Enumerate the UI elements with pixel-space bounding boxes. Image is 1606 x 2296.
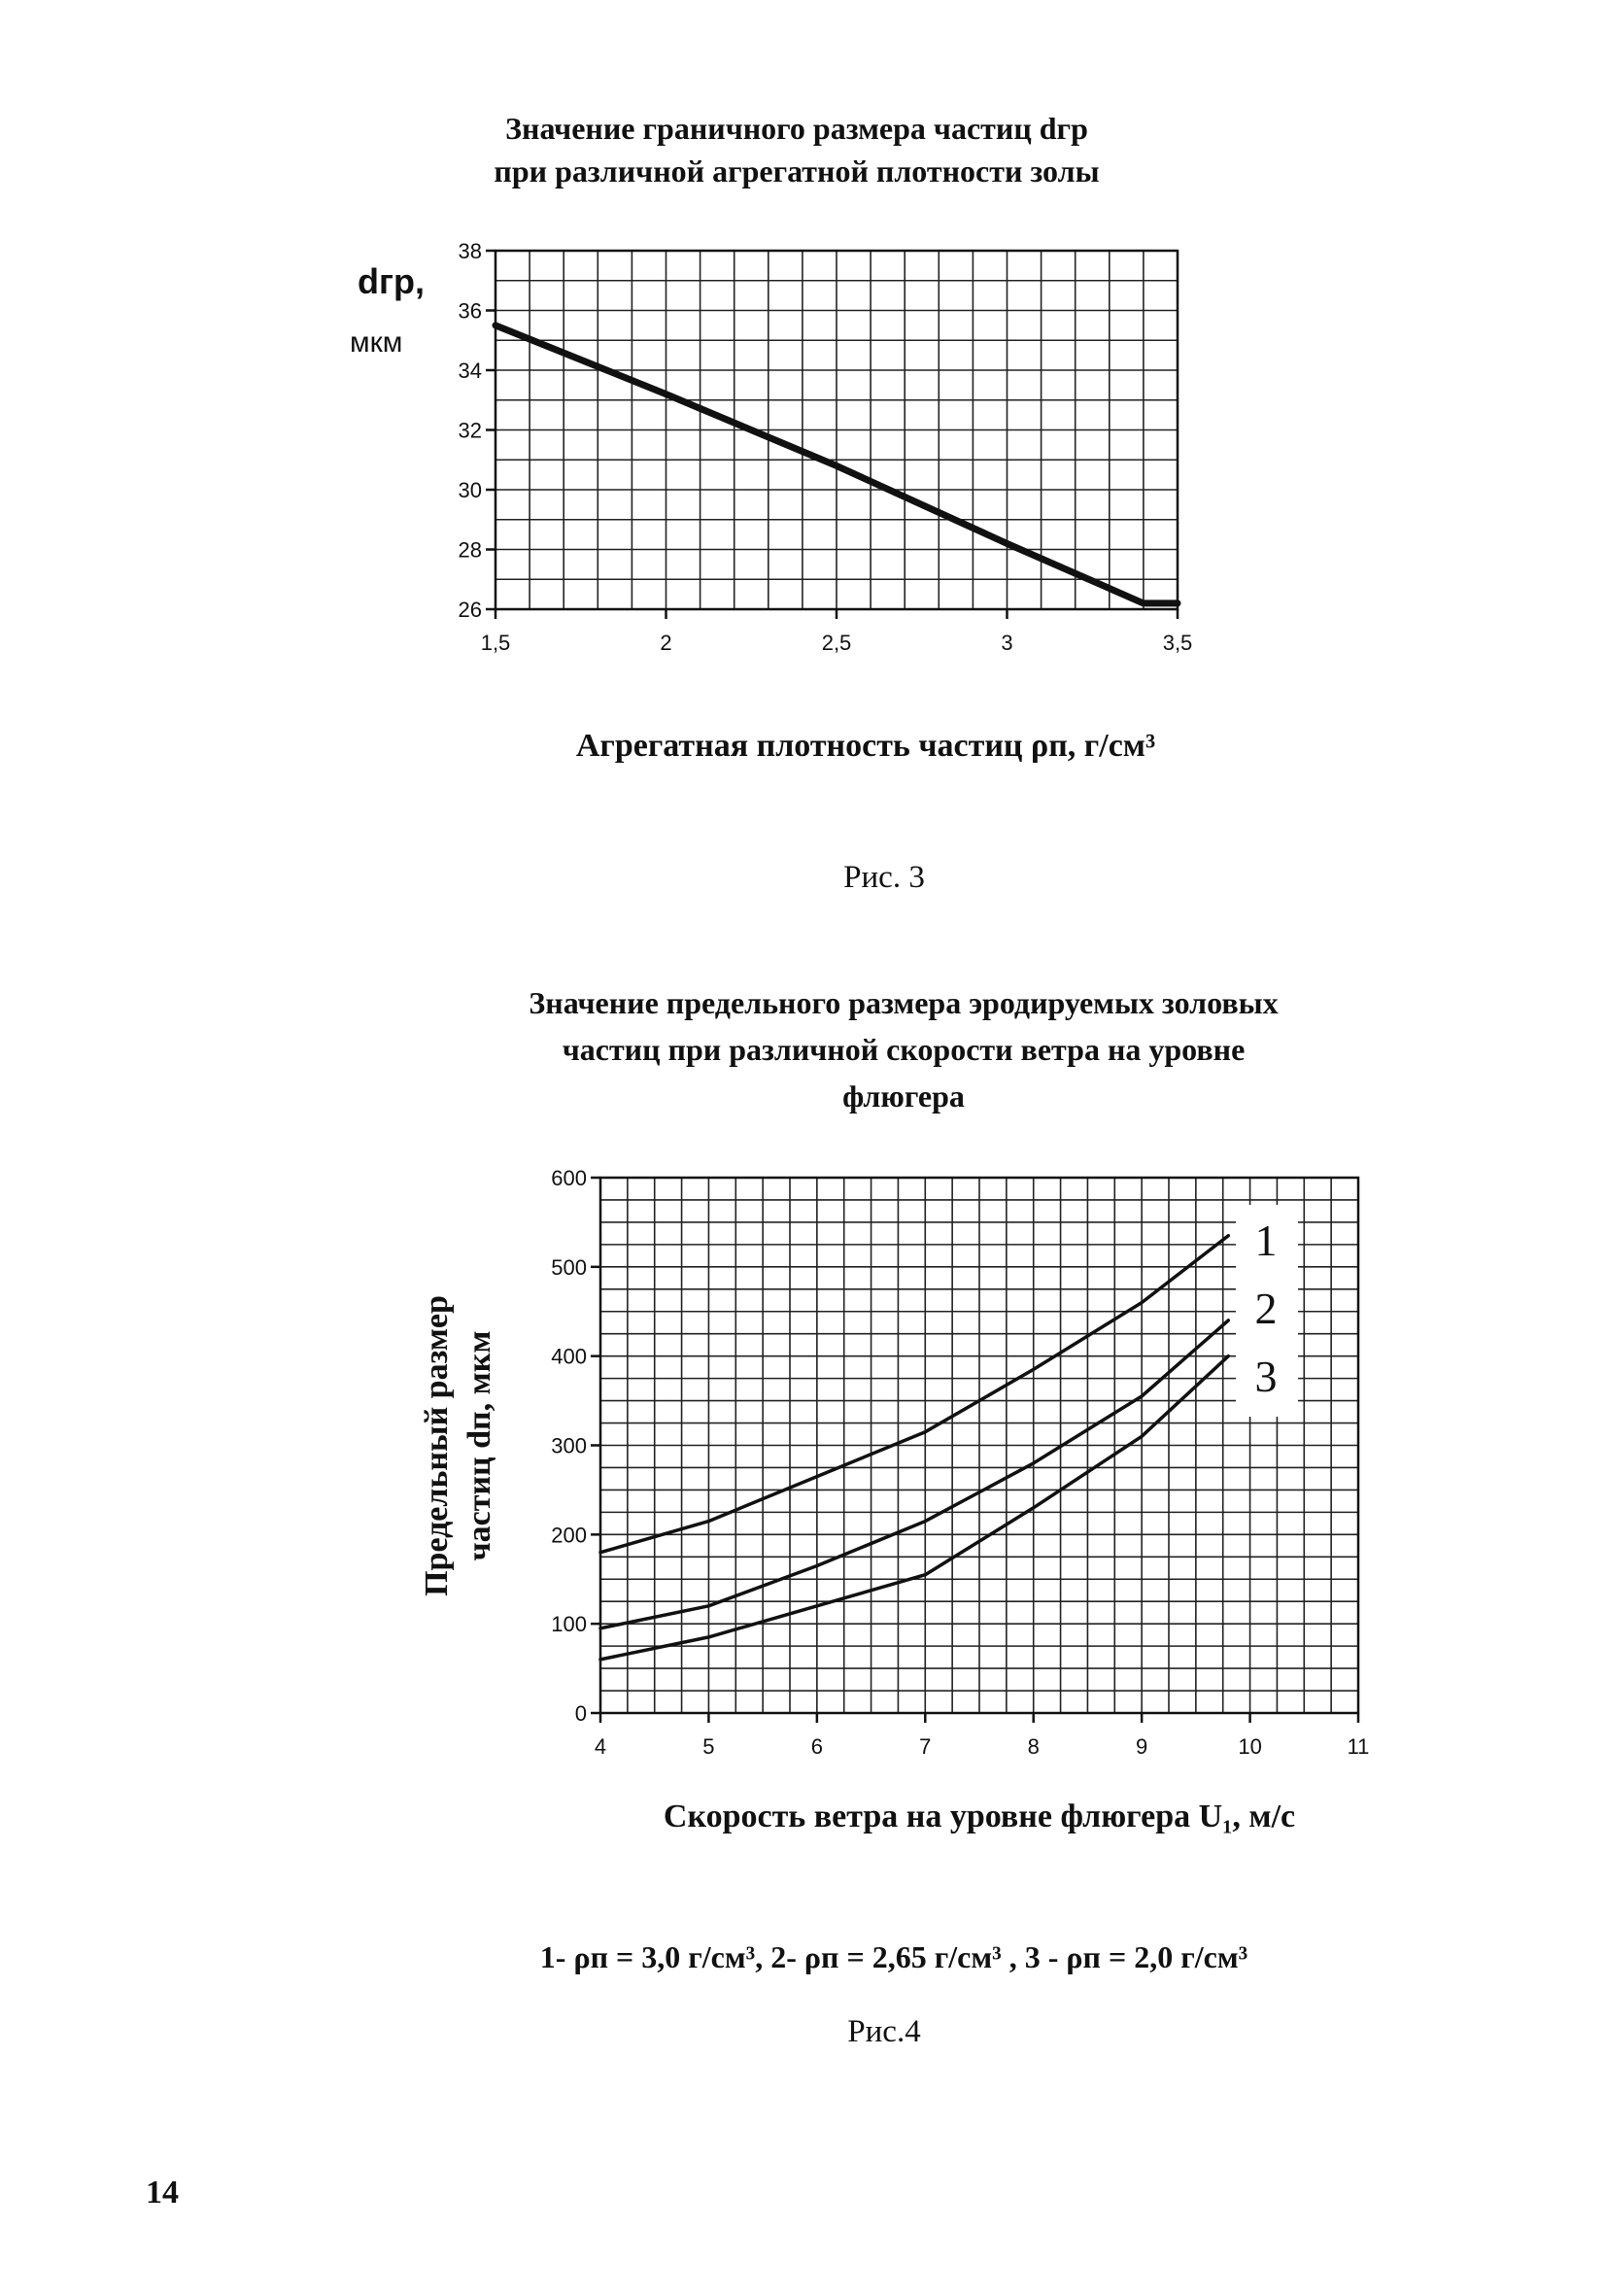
fig4-y-tick-label: 300 [551, 1433, 587, 1458]
fig4-x-tick-label: 5 [702, 1734, 715, 1759]
fig3-y-tick-label: 30 [458, 478, 482, 502]
fig3-y-tick-label: 38 [458, 239, 482, 263]
fig4-x-tick-label: 10 [1238, 1734, 1262, 1759]
fig4-y-tick-label: 600 [551, 1166, 587, 1190]
fig3-x-tick-label: 2 [660, 631, 672, 655]
fig3-y-axis-unit: мкм [350, 326, 403, 359]
fig3-x-axis-label: Агрегатная плотность частиц ρп, г/см³ [575, 728, 1156, 764]
figure3-title-line2: при различной агрегатной плотности золы [494, 154, 1100, 188]
fig3-x-tick-label: 3,5 [1162, 631, 1193, 655]
fig3-y-tick-label: 28 [458, 537, 482, 563]
fig4-x-tick-label: 8 [1027, 1734, 1040, 1759]
fig4-y-tick-label: 500 [551, 1254, 587, 1280]
fig4-y-tick-label: 200 [551, 1523, 587, 1548]
fig4-y-axis-label-line1: Предельный размер [419, 1295, 455, 1596]
fig4-y-tick-label: 400 [551, 1344, 587, 1369]
figure4-caption: Рис.4 [847, 2014, 921, 2049]
fig4-series-line-2 [600, 1320, 1228, 1628]
fig4-y-tick-label: 100 [551, 1612, 587, 1637]
fig4-x-tick-label: 11 [1347, 1734, 1370, 1759]
fig3-x-tick-label: 2,5 [821, 631, 852, 655]
fig4-x-tick-label: 4 [594, 1734, 607, 1759]
fig4-curve-label-2: 2 [1254, 1284, 1278, 1333]
fig4-x-tick-label: 6 [810, 1734, 823, 1759]
fig4-y-axis-label-line2: частиц dп, мкм [461, 1330, 497, 1561]
fig3-y-tick-label: 36 [458, 298, 482, 324]
figure4-title-line3: флюгера [842, 1079, 965, 1114]
fig4-curve-label-1: 1 [1254, 1216, 1278, 1265]
fig3-y-tick-label: 26 [458, 598, 482, 622]
fig3-x-tick-label: 3 [1001, 631, 1013, 655]
page-number: 14 [146, 2175, 179, 2210]
fig4-x-tick-label: 9 [1136, 1734, 1148, 1759]
figure4-title-line2: частиц при различной скорости ветра на уровне [562, 1032, 1246, 1067]
figure4-legend: 1- ρп = 3,0 г/см³, 2- ρп = 2,65 г/см³ , 3 - ρп = 2,0 г/см³ [539, 1939, 1248, 1974]
fig4-curve-label-3: 3 [1254, 1352, 1278, 1401]
fig3-y-tick-label: 32 [458, 418, 482, 443]
figure3-title-line1: Значение граничного размера частиц dгр [505, 111, 1088, 146]
figure4-title-line1: Значение предельного размера эродируемых золовых [529, 985, 1279, 1020]
figure3-caption: Рис. 3 [843, 860, 925, 895]
fig4-y-axis-label [419, 1295, 497, 1596]
fig3-y-axis-symbol: dгр, [358, 261, 425, 301]
fig4-x-tick-label: 7 [919, 1734, 932, 1759]
fig3-x-tick-label: 1,5 [480, 631, 511, 655]
fig4-series-line-1 [600, 1236, 1228, 1553]
fig3-y-tick-label: 34 [458, 359, 482, 383]
fig4-x-axis-label: Скорость ветра на уровне флюгера U₁, м/с [663, 1799, 1296, 1834]
fig4-y-tick-label: 0 [574, 1701, 587, 1726]
